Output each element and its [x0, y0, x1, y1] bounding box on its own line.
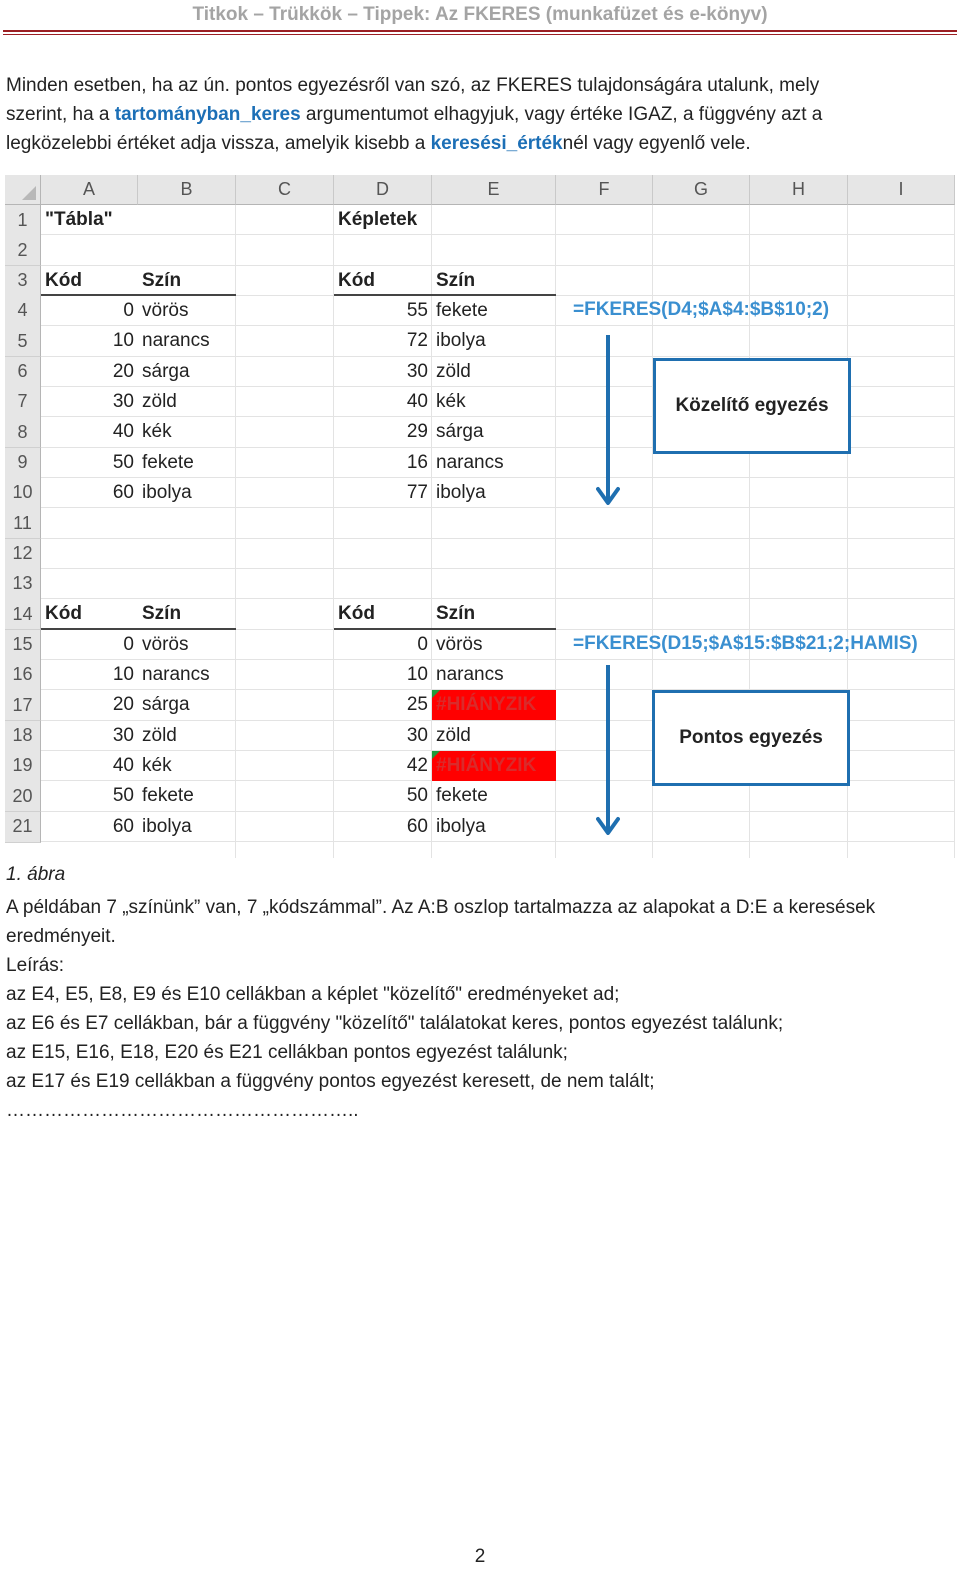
- cell-kod[interactable]: 40: [112, 421, 134, 443]
- figure-caption: 1. ábra: [6, 864, 66, 885]
- column-header-a[interactable]: A: [41, 175, 138, 205]
- cell-szin[interactable]: sárga: [436, 421, 484, 443]
- cell-szin[interactable]: fekete: [436, 299, 488, 321]
- formula-exact: =FKERES(D15;$A$15:$B$21;2;HAMIS): [573, 632, 918, 654]
- down-arrow-icon: [596, 335, 620, 505]
- cell-szin[interactable]: sárga: [142, 360, 190, 382]
- cell-a1-title[interactable]: "Tábla": [45, 209, 113, 230]
- cell-kod[interactable]: 10: [112, 330, 134, 352]
- cell-kod[interactable]: 30: [406, 360, 428, 382]
- page-header: [0, 0, 960, 34]
- select-all-corner: [5, 175, 41, 205]
- row-header-9[interactable]: 9: [5, 448, 41, 479]
- callout-approximate-match: Közelítő egyezés: [653, 358, 851, 454]
- cell-szin[interactable]: ibolya: [436, 330, 486, 352]
- cell-szin[interactable]: ibolya: [436, 481, 486, 503]
- cell-kod[interactable]: 60: [112, 815, 134, 837]
- cell-szin[interactable]: zöld: [436, 360, 471, 382]
- cell-kod[interactable]: 0: [417, 633, 428, 655]
- row-header-16[interactable]: 16: [5, 660, 41, 691]
- column-header-f[interactable]: F: [556, 175, 653, 205]
- cell-kod[interactable]: 30: [112, 390, 134, 412]
- body-line-1: A példában 7 „színünk” van, 7 „kódszámmal”. Az A:B oszlop tartalmazza az alapokat a D:E a keresések: [6, 897, 876, 918]
- row-header-1[interactable]: 1: [5, 205, 41, 236]
- cell-szin[interactable]: kék: [436, 390, 466, 412]
- cell-kod[interactable]: 10: [406, 663, 428, 685]
- cell-kod[interactable]: 30: [406, 724, 428, 746]
- row-header-2[interactable]: 2: [5, 235, 41, 266]
- cell-error[interactable]: #HIÁNYZIK: [432, 690, 556, 720]
- description-text: [6, 893, 954, 1125]
- header-kod[interactable]: Kód: [45, 269, 82, 291]
- header-szin[interactable]: Szín: [436, 269, 476, 291]
- cell-kod[interactable]: 50: [112, 785, 134, 807]
- cell-kod[interactable]: 77: [406, 481, 428, 503]
- cell-kod[interactable]: 60: [112, 481, 134, 503]
- cell-kod[interactable]: 60: [406, 815, 428, 837]
- cell-kod[interactable]: 20: [112, 694, 134, 716]
- row-header-13[interactable]: 13: [5, 569, 41, 600]
- cell-szin[interactable]: vörös: [142, 633, 189, 655]
- column-header-i[interactable]: I: [848, 175, 955, 205]
- gridline: [41, 538, 955, 539]
- intro-line-2: [6, 100, 946, 129]
- intro-text: nél vagy egyenlő vele.: [562, 133, 751, 154]
- cell-kod[interactable]: 10: [112, 663, 134, 685]
- cell-szin[interactable]: narancs: [142, 663, 210, 685]
- cell-d1-title[interactable]: Képletek: [338, 209, 418, 230]
- row-header-12[interactable]: 12: [5, 539, 41, 570]
- cell-szin[interactable]: zöld: [142, 390, 177, 412]
- cell-kod[interactable]: 25: [406, 694, 428, 716]
- row-header-19[interactable]: 19: [5, 751, 41, 782]
- cell-szin[interactable]: fekete: [436, 785, 488, 807]
- intro-line-3: [6, 129, 946, 158]
- down-arrow-icon: [596, 665, 620, 835]
- cell-kod[interactable]: 40: [406, 390, 428, 412]
- callout-exact-match: Pontos egyezés: [652, 690, 850, 786]
- intro-text: argumentumot elhagyjuk, vagy értéke IGAZ, a függvény azt a: [300, 104, 823, 125]
- header-szin[interactable]: Szín: [142, 269, 182, 291]
- body-line-5: az E6 és E7 cellákban, bár a függvény "közelítő" találatokat keres, pontos egyezést találunk;: [6, 1013, 784, 1034]
- body-line-4: az E4, E5, E8, E9 és E10 cellákban a képlet "közelítő" eredményeket ad;: [6, 984, 620, 1005]
- cell-kod[interactable]: 29: [406, 421, 428, 443]
- body-line-2: eredményeit.: [6, 926, 116, 947]
- cell-szin[interactable]: zöld: [436, 724, 471, 746]
- cell-kod[interactable]: 50: [112, 451, 134, 473]
- cell-kod[interactable]: 50: [406, 785, 428, 807]
- cell-szin[interactable]: ibolya: [436, 815, 486, 837]
- row-header-7[interactable]: 7: [5, 387, 41, 418]
- intro-line-1: Minden esetben, ha az ún. pontos egyezésről van szó, az FKERES tulajdonságára utalunk, mely: [6, 75, 820, 96]
- row-header-20[interactable]: 20: [5, 781, 41, 812]
- body-line-6: az E15, E16, E18, E20 és E21 cellákban pontos egyezést találunk;: [6, 1042, 568, 1063]
- body-line-8: ………………………………………………..: [6, 1100, 359, 1121]
- cell-szin[interactable]: fekete: [142, 451, 194, 473]
- gridline: [954, 205, 955, 858]
- cell-kod[interactable]: 30: [112, 724, 134, 746]
- cell-kod[interactable]: 55: [406, 299, 428, 321]
- row-header-21[interactable]: 21: [5, 812, 41, 843]
- keyword-keresesi-ertek: keresési_érték: [430, 133, 563, 154]
- row-header-3[interactable]: 3: [5, 266, 41, 297]
- header-szin[interactable]: Szín: [142, 603, 182, 625]
- intro-text: szerint, ha a: [6, 104, 115, 125]
- cell-szin[interactable]: kék: [142, 421, 172, 443]
- column-header-d[interactable]: D: [334, 175, 432, 205]
- cell-szin[interactable]: narancs: [142, 330, 210, 352]
- header-rule-thin: [3, 34, 957, 35]
- error-indicator-icon: [432, 751, 440, 759]
- column-header-b[interactable]: B: [138, 175, 236, 205]
- gridline: [41, 568, 955, 569]
- header-rule: [3, 30, 957, 32]
- cell-szin[interactable]: vörös: [436, 633, 483, 655]
- body-line-7: az E17 és E19 cellákban a függvény pontos egyezést keresett, de nem talált;: [6, 1071, 655, 1092]
- row-header-15[interactable]: 15: [5, 630, 41, 661]
- cell-szin[interactable]: narancs: [436, 451, 504, 473]
- page-number: 2: [474, 1546, 486, 1567]
- keyword-tartomanyban-keres: tartományban_keres: [114, 104, 301, 125]
- cell-kod[interactable]: 72: [406, 330, 428, 352]
- formula-approximate: =FKERES(D4;$A$4:$B$10;2): [573, 298, 830, 320]
- row-header-8[interactable]: 8: [5, 417, 41, 448]
- cell-szin[interactable]: sárga: [142, 694, 190, 716]
- cell-error[interactable]: #HIÁNYZIK: [432, 751, 556, 781]
- row-header-14[interactable]: 14: [5, 599, 41, 630]
- row-header-4[interactable]: 4: [5, 296, 41, 327]
- cell-szin[interactable]: kék: [142, 754, 172, 776]
- header-title: Titkok – Trükkök – Tippek: Az FKERES (munkafüzet és e-könyv): [192, 4, 768, 25]
- cell-kod[interactable]: 16: [406, 451, 428, 473]
- body-line-3: Leírás:: [6, 955, 65, 976]
- cell-szin[interactable]: narancs: [436, 663, 504, 685]
- intro-text: legközelebbi értéket adja vissza, amelyik kisebb a: [6, 133, 431, 154]
- cell-kod[interactable]: 20: [112, 360, 134, 382]
- row-header-5[interactable]: 5: [5, 326, 41, 357]
- row-header-11[interactable]: 11: [5, 508, 41, 539]
- header-kod[interactable]: Kód: [338, 603, 375, 625]
- row-header-18[interactable]: 18: [5, 721, 41, 752]
- header-szin[interactable]: Szín: [436, 603, 476, 625]
- row-header-17[interactable]: 17: [5, 690, 41, 721]
- cell-kod[interactable]: 0: [123, 633, 134, 655]
- error-indicator-icon: [432, 690, 440, 698]
- cell-szin[interactable]: zöld: [142, 724, 177, 746]
- column-header-h[interactable]: H: [750, 175, 848, 205]
- header-kod[interactable]: Kód: [45, 603, 82, 625]
- select-all-triangle-icon: [22, 186, 36, 200]
- cell-szin[interactable]: fekete: [142, 785, 194, 807]
- cell-kod[interactable]: 40: [112, 754, 134, 776]
- column-header-e[interactable]: E: [432, 175, 556, 205]
- cell-szin[interactable]: ibolya: [142, 815, 192, 837]
- column-header-g[interactable]: G: [653, 175, 750, 205]
- cell-szin[interactable]: vörös: [142, 299, 189, 321]
- spreadsheet-figure: [5, 175, 955, 858]
- cell-szin[interactable]: ibolya: [142, 481, 192, 503]
- cell-kod[interactable]: 42: [406, 754, 428, 776]
- column-header-c[interactable]: C: [236, 175, 334, 205]
- cell-kod[interactable]: 0: [123, 299, 134, 321]
- intro-paragraph: [6, 71, 946, 158]
- row-header-6[interactable]: 6: [5, 357, 41, 388]
- row-header-10[interactable]: 10: [5, 478, 41, 509]
- header-kod[interactable]: Kód: [338, 269, 375, 291]
